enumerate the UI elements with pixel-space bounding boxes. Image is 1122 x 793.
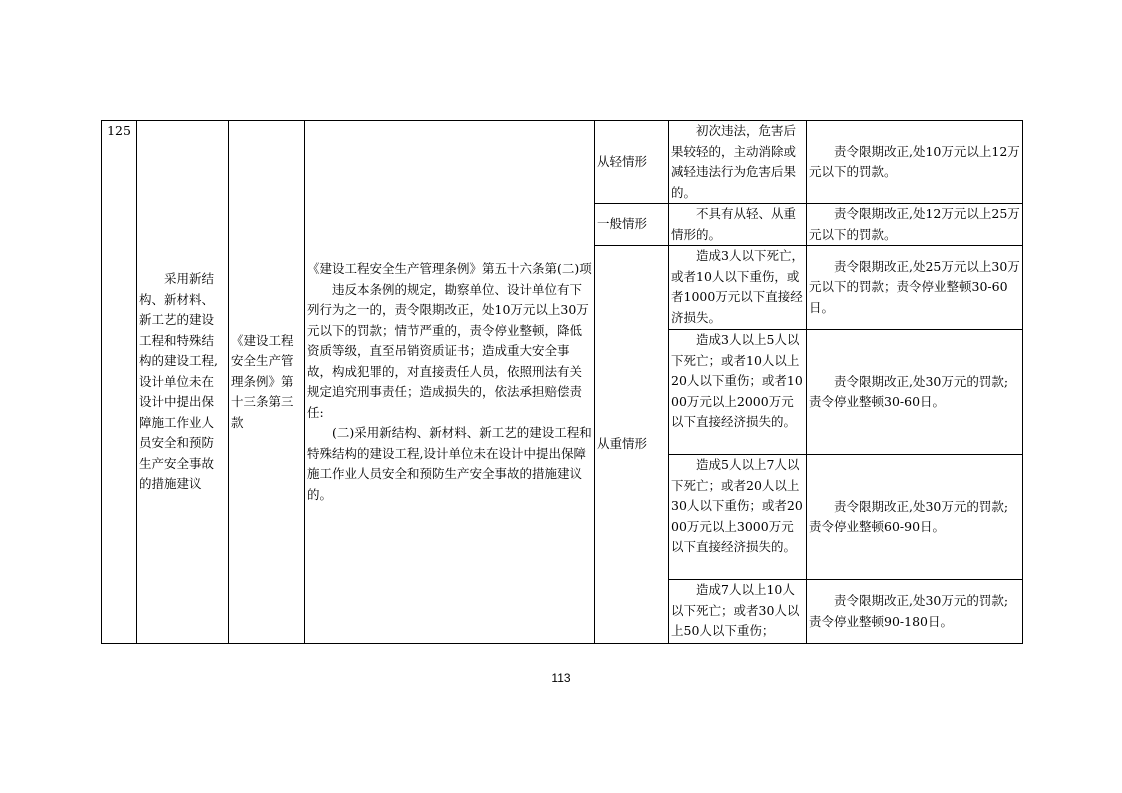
circumstance-description-cell <box>669 580 807 644</box>
circumstance-description: 造成3人以下死亡，或者10人以下重伤，或者1000万元以下直接经济损失。 <box>671 248 804 325</box>
table-row <box>102 121 1023 204</box>
circumstance-description-cell <box>669 204 807 246</box>
legal-basis-text: 《建设工程安全生产管理条例》第十三条第三款 <box>231 332 294 430</box>
circumstance-description-cell <box>669 246 807 330</box>
page-number: 113 <box>551 671 571 685</box>
penalty-standard-table <box>101 120 1023 644</box>
penalty-standard: 责令限期改正,处10万元以上12万元以下的罚款。 <box>809 143 1020 179</box>
circumstance-description: 不具有从轻、从重情形的。 <box>671 206 797 242</box>
penalty-standard: 责令限期改正,处30万元的罚款;责令停业整顿30-60日。 <box>809 373 1009 409</box>
circumstance-label: 从轻情形 <box>597 153 648 169</box>
circumstance-label: 从重情形 <box>597 436 648 452</box>
violation-cell <box>137 121 229 644</box>
penalty-standard-cell <box>807 246 1023 330</box>
circumstance-description: 初次违法，危害后果较轻的，主动消除或减轻违法行为危害后果的。 <box>671 123 797 200</box>
penalty-standard-cell <box>807 455 1023 580</box>
circumstance-description-cell <box>669 330 807 455</box>
penalty-basis-cell <box>305 121 595 644</box>
penalty-standard: 责令限期改正,处30万元的罚款;责令停业整顿90-180日。 <box>809 593 1009 629</box>
penalty-standard: 责令限期改正,处25万元以上30万元以下的罚款；责令停业整顿30-60日。 <box>809 258 1020 315</box>
circumstance-description: 造成5人以上7人以下死亡；或者20人以上30人以下重伤；或者2000万元以上3000万元以下直接经济损失的。 <box>671 457 803 554</box>
penalty-basis-para-1: 违反本条例的规定，勘察单位、设计单位有下列行为之一的，责令限期改正，处10万元以上30万元以下的罚款；情节严重的，责令停业整顿，降低资质等级，直至吊销资质证书；造成重大安全事故，构成犯罪的，对直接责任人员，依照刑法有关规定追究刑事责任；造成损失的，依法承担赔偿责任: <box>307 281 589 420</box>
circumstance-label-cell <box>595 121 669 204</box>
circumstance-description: 造成7人以上10人以下死亡；或者30人以上50人以下重伤； <box>671 582 800 638</box>
circumstance-description-cell <box>669 121 807 204</box>
circumstance-label-cell <box>595 204 669 246</box>
row-number: 125 <box>107 123 131 138</box>
row-number-cell <box>102 121 137 644</box>
circumstance-description-cell <box>669 455 807 580</box>
penalty-standard-cell <box>807 121 1023 204</box>
circumstance-description: 造成3人以上5人以下死亡；或者10人以上20人以下重伤；或者1000万元以上2000万元以下直接经济损失的。 <box>671 332 803 429</box>
violation-text: 采用新结构、新材料、新工艺的建设工程和特殊结构的建设工程,设计单位未在设计中提出保障施工作业人员安全和预防生产安全事故的措施建议 <box>139 271 218 492</box>
penalty-standard: 责令限期改正,处12万元以上25万元以下的罚款。 <box>809 206 1020 242</box>
circumstance-label-cell <box>595 246 669 644</box>
penalty-standard-cell <box>807 204 1023 246</box>
legal-basis-cell <box>229 121 305 644</box>
penalty-standard: 责令限期改正,处30万元的罚款;责令停业整顿60-90日。 <box>809 498 1009 534</box>
penalty-standard-cell <box>807 580 1023 644</box>
penalty-standard-cell <box>807 330 1023 455</box>
penalty-basis-para-2: (二)采用新结构、新材料、新工艺的建设工程和特殊结构的建设工程,设计单位未在设计中提出保障施工作业人员安全和预防生产安全事故的措施建议的。 <box>307 425 592 502</box>
penalty-basis-title: 《建设工程安全生产管理条例》第五十六条第(二)项 <box>307 261 592 276</box>
circumstance-label: 一般情形 <box>597 216 648 232</box>
